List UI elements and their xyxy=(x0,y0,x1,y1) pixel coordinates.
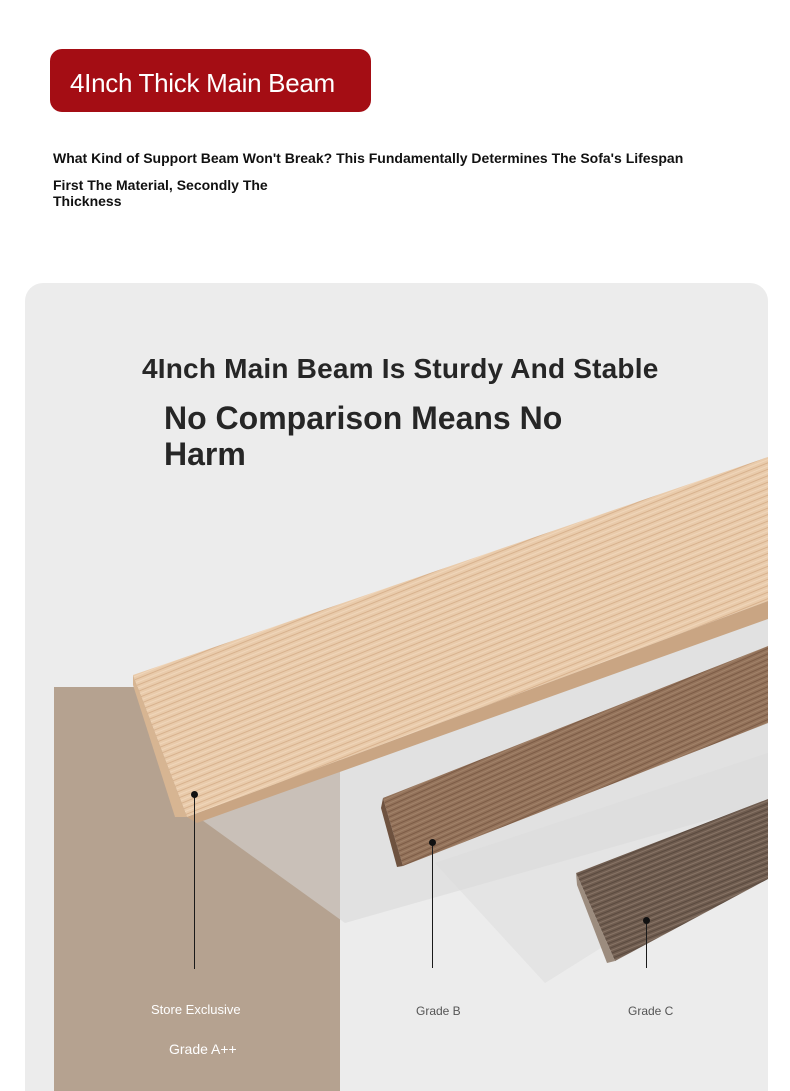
store-marker-line xyxy=(194,794,195,969)
store-exclusive-label: Store Exclusive xyxy=(151,1002,241,1017)
title-badge xyxy=(50,49,371,112)
comparison-heading: 4Inch Main Beam Is Sturdy And Stable xyxy=(142,353,659,384)
comparison-panel xyxy=(25,283,768,1091)
grade-b-label: Grade B xyxy=(416,1004,461,1018)
grade-b-marker-dot xyxy=(429,839,436,846)
beams-illustration xyxy=(25,283,768,1091)
grade-c-marker-line xyxy=(646,921,647,968)
grade-c-label: Grade C xyxy=(628,1004,674,1018)
store-grade-label: Grade A++ xyxy=(169,1041,237,1057)
store-marker-dot xyxy=(191,791,198,798)
intro-answer: First The Material, Secondly The Thickness xyxy=(53,177,268,209)
grade-b-marker-line xyxy=(432,843,433,968)
badge-title: 4Inch Thick Main Beam xyxy=(70,68,335,98)
intro-question: What Kind of Support Beam Won't Break? This Fundamentally Determines The Sofa's Lifespan xyxy=(53,150,684,166)
comparison-subheading: No Comparison Means No Harm xyxy=(164,400,563,472)
grade-c-marker-dot xyxy=(643,917,650,924)
